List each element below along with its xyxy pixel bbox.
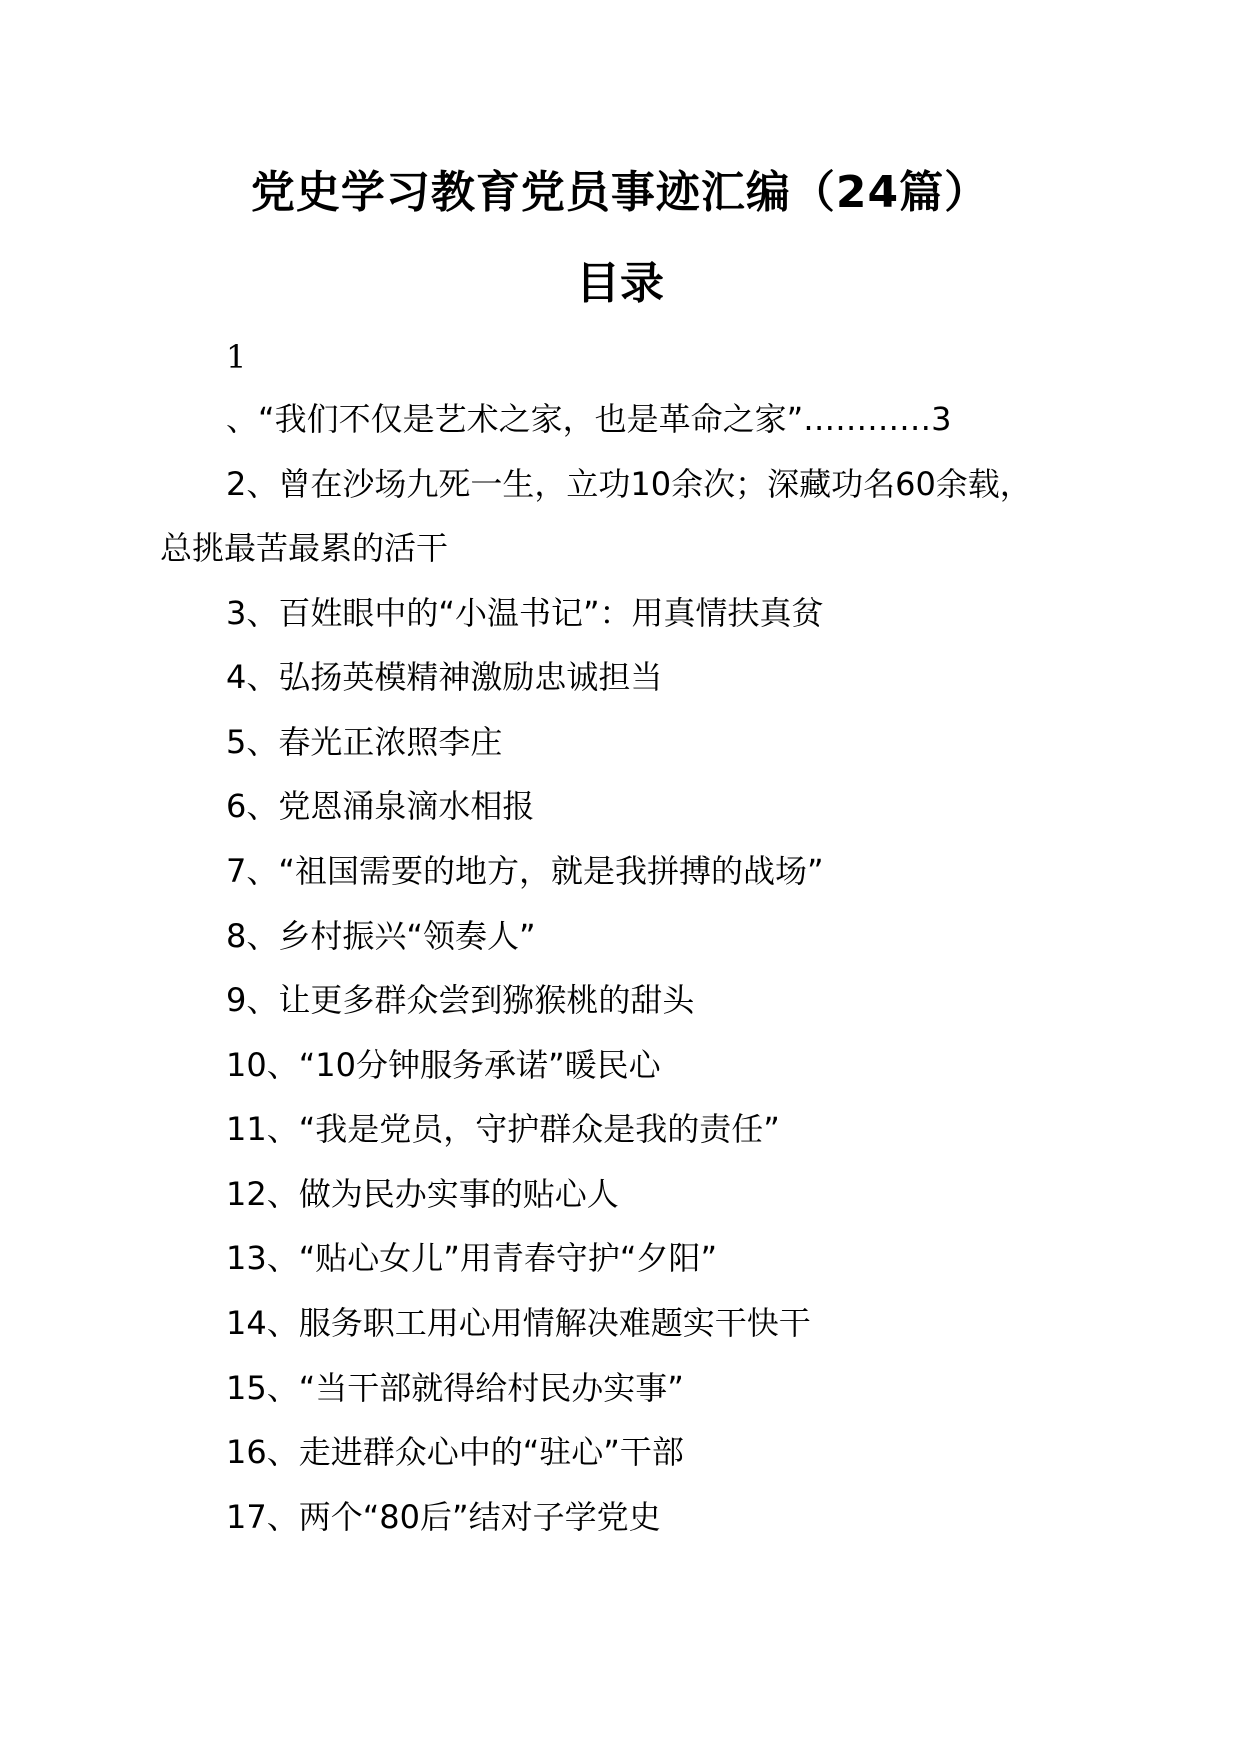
toc-heading: 目录: [576, 258, 664, 309]
toc-item-1-number: 1: [226, 338, 247, 376]
toc-item-8: 8、乡村振兴“领奏人”: [226, 917, 536, 955]
toc-item-12: 12、做为民办实事的贴心人: [226, 1175, 619, 1213]
document-title: 党史学习教育党员事迹汇编（24篇）: [250, 167, 990, 218]
toc-item-5: 5、春光正浓照李庄: [226, 723, 503, 761]
toc-item-9: 9、让更多群众尝到猕猴桃的甜头: [226, 981, 695, 1019]
toc-item-3: 3、百姓眼中的“小温书记”：用真情扶真贫: [226, 594, 824, 632]
toc-item-2-line-1: 2、曾在沙场九死一生，立功10余次；深藏功名60余载，: [226, 465, 1032, 503]
toc-item-14: 14、服务职工用心用情解决难题实干快干: [226, 1304, 811, 1342]
toc-item-2-line-2: 总挑最苦最累的活干: [160, 529, 449, 567]
toc-item-6: 6、党恩涌泉滴水相报: [226, 787, 535, 825]
toc-item-16: 16、走进群众心中的“驻心”干部: [226, 1433, 684, 1471]
toc-item-7: 7、“祖国需要的地方，就是我拼搏的战场”: [226, 852, 824, 890]
toc-item-15: 15、“当干部就得给村民办实事”: [226, 1369, 684, 1407]
toc-item-10: 10、“10分钟服务承诺”暖民心: [226, 1046, 661, 1084]
toc-item-13: 13、“贴心女儿”用青春守护“夕阳”: [226, 1239, 718, 1277]
toc-item-4: 4、弘扬英模精神激励忠诚担当: [226, 658, 663, 696]
toc-item-17: 17、两个“80后”结对子学党史: [226, 1498, 661, 1536]
toc-item-1: 、“我们不仅是艺术之家，也是革命之家”…………3: [226, 400, 952, 438]
toc-item-11: 11、“我是党员，守护群众是我的责任”: [226, 1110, 780, 1148]
